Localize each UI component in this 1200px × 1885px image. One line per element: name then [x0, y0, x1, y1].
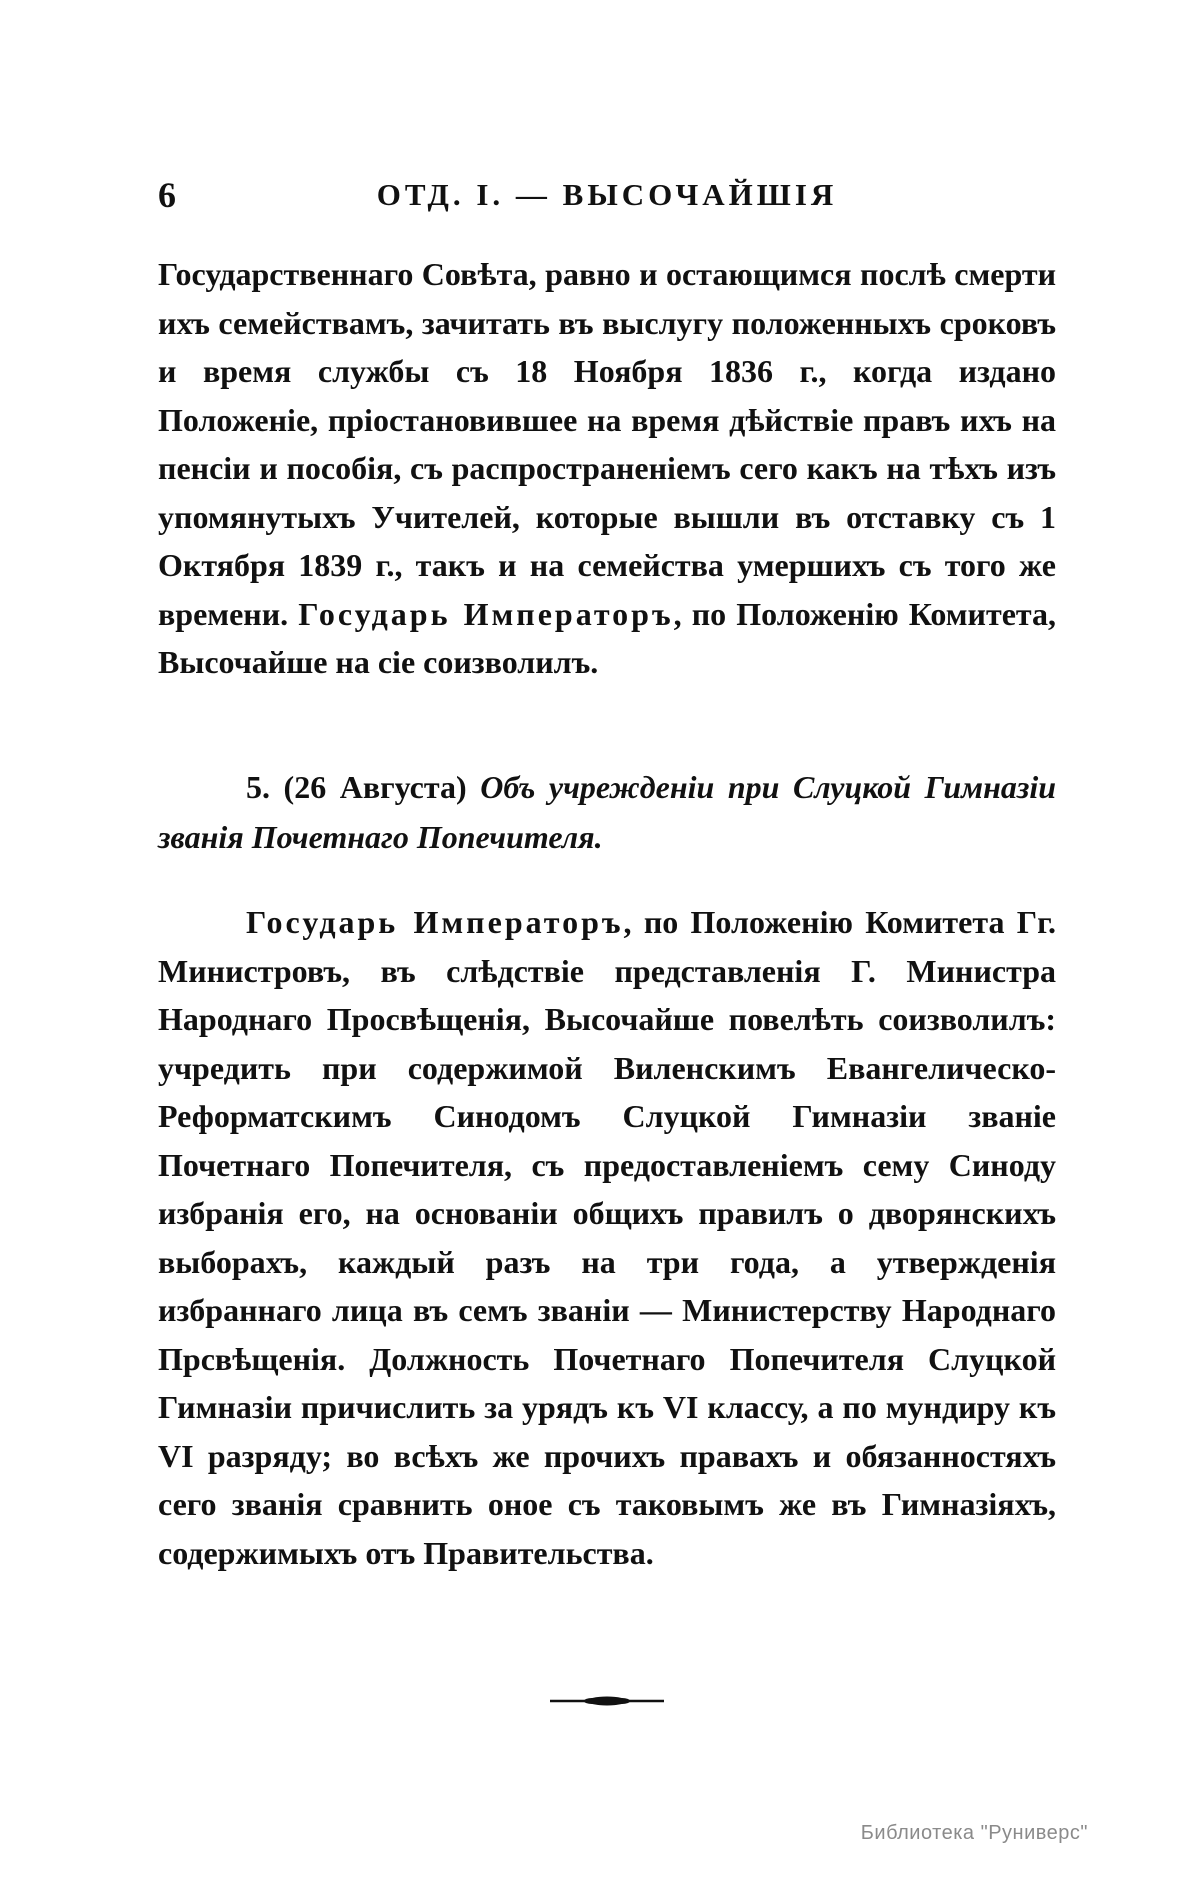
section-5-heading — [158, 762, 1056, 862]
ornament-divider-icon — [548, 1694, 666, 1708]
paragraph-1-sovereign: Государь Императоръ — [298, 595, 674, 632]
section-5-number: 5. (26 Августа) — [246, 769, 467, 805]
section-5-title: Объ учрежденіи при Слуцкой Гимназіи званія Почетнаго Попечителя. — [158, 769, 1057, 855]
paragraph-2-sovereign: Государь Императоръ — [246, 904, 624, 940]
paragraph-2-text: , по Положенію Комитета Гг. Министровъ, въ слѣдствіе представленія Г. Министра Народнаго Просвѣщенія, Высочайше повелѣть соизволилъ: учредить при содержимой Виленскимъ Евангелическо-Реформатскимъ Синодомъ Слуцкой Гимназіи званіе Почетнаго Попечителя, съ предоставленіемъ сему Синоду избранія его, на основаніи общихъ правилъ о дворянскихъ выборахъ, каждый разъ на три года, а утвержденія избраннаго лица въ семъ званіи — Министерству Народнаго Прсвѣщенія. Должность Почетнаго Попечителя Слуцкой Гимназіи причислить за урядъ къ VI классу, а по мундиру къ VI разряду; во всѣхъ же прочихъ правахъ и обязанностяхъ сего званія сравнить оное съ таковымъ же въ Гимназіяхъ, содержимыхъ отъ Правительства. — [158, 904, 1057, 1571]
paragraph-1 — [158, 250, 1056, 687]
paragraph-1-text: Государственнаго Совѣта, равно и остающимся послѣ смерти ихъ семействамъ, зачитать въ выслугу положенныхъ сроковъ и время службы съ 18 Ноября 1836 г., когда издано Положеніе, пріостановившее на время дѣйствіе правъ ихъ на пенсіи и пособія, съ распространеніемъ сего какъ на тѣхъ изъ упомянутыхъ Учителей, которые вышли въ отставку съ 1 Октября 1839 г., такъ и на семейства умершихъ съ того же времени. — [158, 256, 1056, 632]
page-number: 6 — [158, 175, 176, 215]
library-watermark: Библиотека "Руниверс" — [860, 1822, 1088, 1844]
page-header — [158, 170, 1056, 220]
paragraph-1-end: , по Положенію Комитета, Высочайше на сіе соизволилъ. — [158, 595, 1057, 680]
paragraph-2 — [158, 898, 1056, 1577]
running-title: ОТД. I. — ВЫСОЧАЙШІЯ — [376, 177, 838, 212]
